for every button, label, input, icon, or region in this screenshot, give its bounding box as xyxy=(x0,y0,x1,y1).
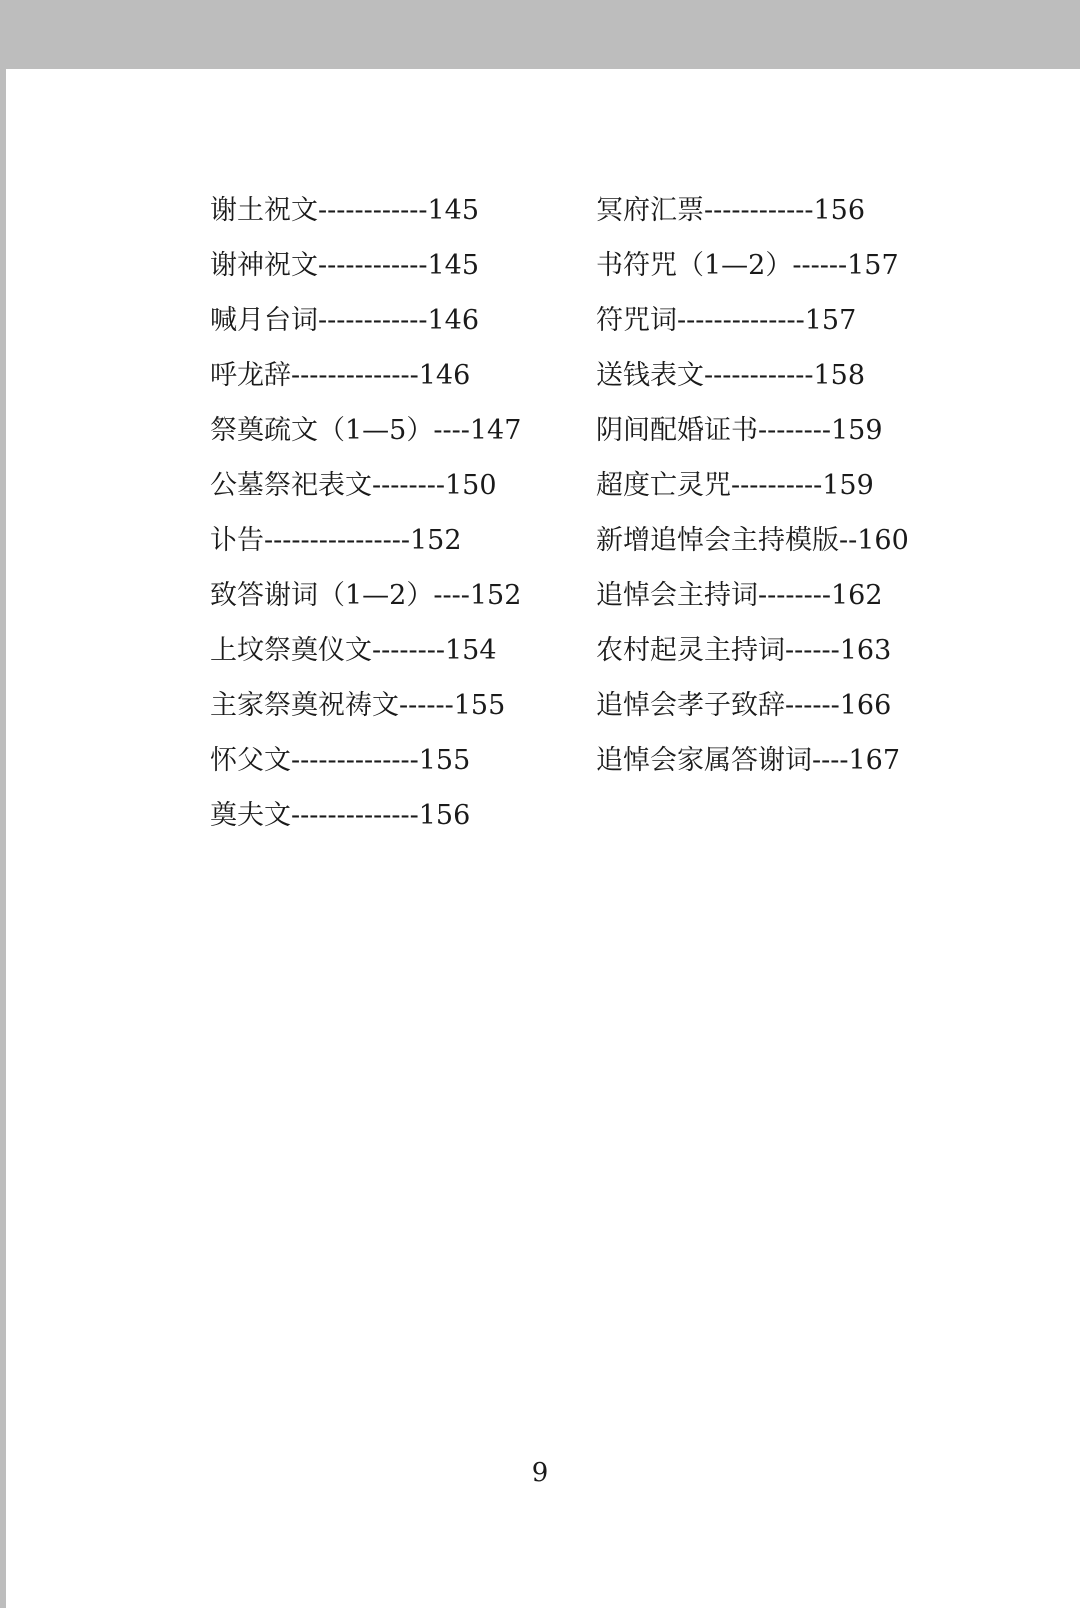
toc-entry-page: 146 xyxy=(418,360,471,391)
toc-entry-page: 160 xyxy=(857,525,909,556)
toc-entry xyxy=(210,195,560,227)
toc-entry-page: 157 xyxy=(847,250,899,281)
toc-entry-leader: ------------ xyxy=(704,360,814,391)
toc-entry-leader: -------------- xyxy=(291,800,419,831)
toc-entry xyxy=(210,360,560,392)
toc-entry-title: 讣告 xyxy=(210,525,264,556)
toc-entry-leader: ------ xyxy=(399,690,454,721)
toc-entry-page: 152 xyxy=(409,525,462,556)
toc-entry-page: 145 xyxy=(427,250,480,281)
toc-entry-title: 上坟祭奠仪文 xyxy=(210,635,372,666)
toc-entry-page: 147 xyxy=(469,415,522,446)
toc-entry xyxy=(210,470,560,502)
toc-entry-leader: ------ xyxy=(785,690,840,721)
toc-entry-title: 追悼会主持词 xyxy=(596,580,758,611)
toc-entry-leader: -------- xyxy=(758,580,831,611)
toc-entry-title: 怀父文 xyxy=(210,745,291,776)
toc-entry-page: 163 xyxy=(839,635,892,666)
toc-entry-title: 呼龙辞 xyxy=(210,360,291,391)
toc-entry-title: 主家祭奠祝祷文 xyxy=(210,690,399,721)
toc-entry-page: 146 xyxy=(427,305,480,336)
toc-entry-leader: ---- xyxy=(433,580,470,611)
toc-entry-page: 150 xyxy=(444,470,497,501)
toc-entry xyxy=(596,525,946,557)
toc-entry-title: 书符咒（1—2） xyxy=(596,250,793,281)
toc-entry xyxy=(210,580,560,612)
toc-entry-leader: ------------ xyxy=(704,195,814,226)
toc-entry-leader: ---------------- xyxy=(264,525,410,556)
toc-entry-title: 喊月台词 xyxy=(210,305,318,336)
toc-entry-leader: ---- xyxy=(433,415,470,446)
toc-entry-title: 农村起灵主持词 xyxy=(596,635,785,666)
toc-entry-title: 致答谢词（1—2） xyxy=(210,580,434,611)
toc-entry xyxy=(210,525,560,557)
toc-entry xyxy=(596,745,946,777)
toc-entry xyxy=(596,415,946,447)
toc-entry-leader: -- xyxy=(839,525,858,556)
toc-entry-leader: -------- xyxy=(372,635,445,666)
toc-entry-leader: -------- xyxy=(372,470,445,501)
toc-entry xyxy=(596,250,946,282)
toc-entry xyxy=(596,580,946,612)
toc-entry-title: 冥府汇票 xyxy=(596,195,704,226)
toc-entry-leader: ------ xyxy=(785,635,840,666)
toc-entry-page: 152 xyxy=(469,580,522,611)
toc-entry xyxy=(596,305,946,337)
toc-entry-title: 送钱表文 xyxy=(596,360,704,391)
toc-entry xyxy=(210,250,560,282)
toc-entry-page: 155 xyxy=(418,745,471,776)
toc-entry-title: 追悼会家属答谢词 xyxy=(596,745,812,776)
toc-entry-title: 阴间配婚证书 xyxy=(596,415,758,446)
toc-entry-title: 谢土祝文 xyxy=(210,195,318,226)
toc-entry xyxy=(596,690,946,722)
toc-column-left xyxy=(210,195,560,855)
toc-entry-leader: -------------- xyxy=(291,745,419,776)
toc-entry xyxy=(210,635,560,667)
toc-entry xyxy=(210,690,560,722)
toc-entry-title: 奠夫文 xyxy=(210,800,291,831)
toc-column-right xyxy=(596,195,946,800)
toc-entry-page: 156 xyxy=(418,800,471,831)
toc-entry-page: 159 xyxy=(830,415,883,446)
toc-entry xyxy=(596,360,946,392)
toc-entry-page: 159 xyxy=(822,470,874,501)
toc-entry-page: 158 xyxy=(813,360,866,391)
toc-entry-title: 新增追悼会主持模版 xyxy=(596,525,839,556)
toc-entry-leader: -------------- xyxy=(291,360,419,391)
toc-entry-page: 155 xyxy=(453,690,506,721)
toc-entry-leader: -------------- xyxy=(677,305,805,336)
toc-entry xyxy=(210,745,560,777)
toc-entry-title: 祭奠疏文（1—5） xyxy=(210,415,434,446)
toc-entry xyxy=(596,635,946,667)
toc-entry-leader: ------------ xyxy=(318,305,428,336)
toc-entry-page: 145 xyxy=(427,195,480,226)
toc-entry-leader: ---- xyxy=(812,745,849,776)
toc-entry-leader: ---------- xyxy=(731,470,823,501)
toc-entry-leader: ------------ xyxy=(318,195,428,226)
toc-entry-leader: ------------ xyxy=(318,250,428,281)
toc-entry-title: 超度亡灵咒 xyxy=(596,470,731,501)
toc-entry-page: 156 xyxy=(813,195,866,226)
toc-entry-leader: -------- xyxy=(758,415,831,446)
toc-entry xyxy=(210,800,560,832)
toc-entry-page: 162 xyxy=(830,580,883,611)
toc-entry xyxy=(596,470,946,502)
toc-entry-leader: ------ xyxy=(792,250,848,281)
toc-entry xyxy=(210,415,560,447)
toc-entry xyxy=(596,195,946,227)
toc-entry xyxy=(210,305,560,337)
toc-entry-page: 167 xyxy=(848,745,901,776)
toc-entry-page: 154 xyxy=(444,635,497,666)
toc-entry-title: 谢神祝文 xyxy=(210,250,318,281)
toc-entry-title: 符咒词 xyxy=(596,305,677,336)
toc-entry-title: 追悼会孝子致辞 xyxy=(596,690,785,721)
toc-entry-page: 157 xyxy=(804,305,857,336)
page-number: 9 xyxy=(531,1458,549,1488)
toc-entry-title: 公墓祭祀表文 xyxy=(210,470,372,501)
toc-entry-page: 166 xyxy=(839,690,892,721)
